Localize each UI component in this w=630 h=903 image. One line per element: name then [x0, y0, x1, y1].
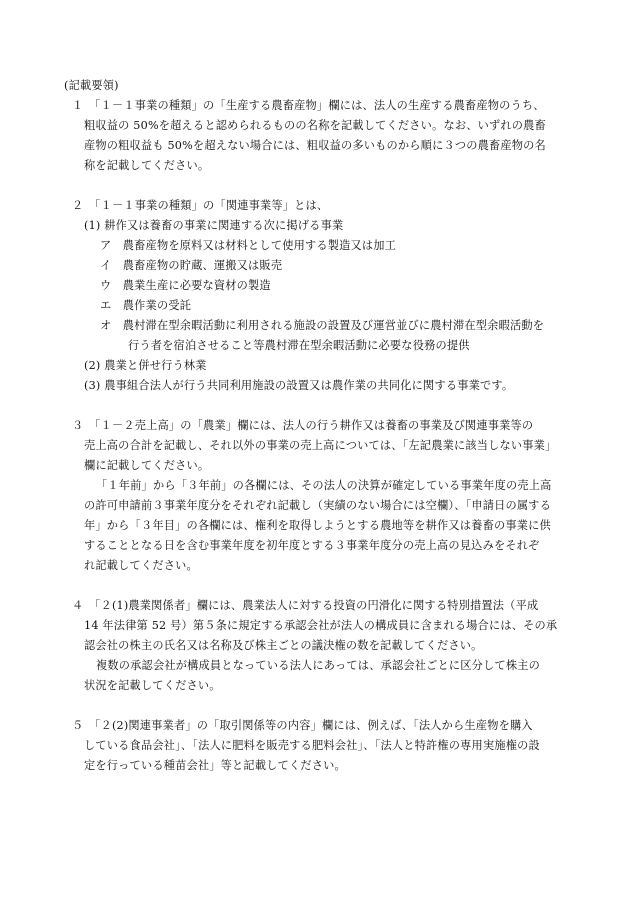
section-2-subitem: ウ 農業生産に必要な資材の製造 [100, 279, 271, 292]
section-5-line: ５ 「２(2)関連事業者」の「取引関係等の内容」欄には、例えば、「法人から生産物を購入 [72, 719, 533, 732]
section-1-line: 称を記載してください。 [84, 159, 210, 172]
section-2-subitem-cont: 行う者を宿泊させること等農村滞在型余暇活動に必要な役務の提供 [128, 339, 470, 352]
section-3-line: 欄に記載してください。 [84, 459, 210, 472]
section-5-line: している食品会社」、「法人に肥料を販売する肥料会社」、「法人と特許権の専用実施権の設 [84, 739, 540, 752]
section-2-subitem: エ 農作業の受託 [100, 299, 192, 312]
section-4-line: 14 年法律第 52 号）第５条に規定する承認会社が法人の構成員に含まれる場合には、その承 [84, 619, 558, 632]
section-2-item: (1) 耕作又は養畜の事業に関連する次に掲げる事業 [84, 219, 344, 232]
section-4-line: ４ 「２(1)農業関係者」欄には、農業法人に対する投資の円滑化に関する特別措置法（平成 [72, 599, 539, 612]
document-body [66, 76, 596, 776]
section-2-subitem: オ 農村滞在型余暇活動に利用される施設の設置及び運営並びに農村滞在型余暇活動を [100, 319, 545, 332]
section-3-line: 「１年前」から「３年前」の各欄には、その法人の決算が確定している事業年度の売上高 [96, 479, 552, 492]
section-3-line: 年」から「３年目」の各欄には、権利を取得しようとする農地等を耕作又は養畜の事業に供 [84, 519, 551, 532]
section-4 [66, 596, 596, 696]
section-5-line: 定を行っている種苗会社」等と記載してください。 [84, 759, 346, 772]
section-4-line: 認会社の株主の氏名又は名称及び株主ごとの議決権の数を記載してください。 [84, 639, 483, 652]
section-gap [66, 176, 596, 196]
section-2-subitem: イ 農畜産物の貯蔵、運搬又は販売 [100, 259, 283, 272]
section-3-line: の許可申請前３事業年度分をそれぞれ記載し（実績のない場合には空欄）、「申請日の属する [84, 499, 552, 512]
section-3-line: ３ 「１－２売上高」の「農業」欄には、法人の行う耕作又は養畜の事業及び関連事業等の [72, 419, 534, 432]
section-1-line: 粗収益の 50%を超えると認められるものの名称を記載してください。なお、いずれの農畜 [84, 119, 546, 132]
section-3-line: れ記載してください。 [84, 559, 198, 572]
section-3-line: することとなる日を含む事業年度を初年度とする３事業年度分の売上高の見込みをそれぞ [84, 539, 540, 552]
section-5 [66, 716, 596, 776]
document-heading: (記載要領) [64, 79, 119, 92]
section-2-line: ２ 「１－１事業の種類」の「関連事業等」とは、 [72, 199, 329, 212]
section-2-subitem: ア 農畜産物を原料又は材料として使用する製造又は加工 [100, 239, 397, 252]
section-2-item: (2) 農業と併せ行う林業 [84, 359, 207, 372]
section-1-line: １ 「１－１事業の種類」の「生産する農畜産物」欄には、法人の生産する農畜産物のうち、 [72, 99, 545, 112]
section-4-line: 複数の承認会社が構成員となっている法人にあっては、承認会社ごとに区分して株主の [96, 659, 541, 672]
section-gap [66, 696, 596, 716]
section-2 [66, 196, 596, 396]
section-gap [66, 396, 596, 416]
section-4-line: 状況を記載してください。 [84, 679, 221, 692]
section-1 [66, 96, 596, 176]
section-3-line: 売上高の合計を記載し、それ以外の事業の売上高については、「左記農業に該当しない事業」 [84, 439, 557, 452]
section-2-item: (3) 農事組合法人が行う共同利用施設の設置又は農作業の共同化に関する事業です。 [84, 379, 514, 392]
section-1-line: 産物の粗収益も 50%を超えない場合には、粗収益の多いものから順に３つの農畜産物の名 [84, 139, 546, 152]
section-gap [66, 576, 596, 596]
section-3 [66, 416, 596, 576]
